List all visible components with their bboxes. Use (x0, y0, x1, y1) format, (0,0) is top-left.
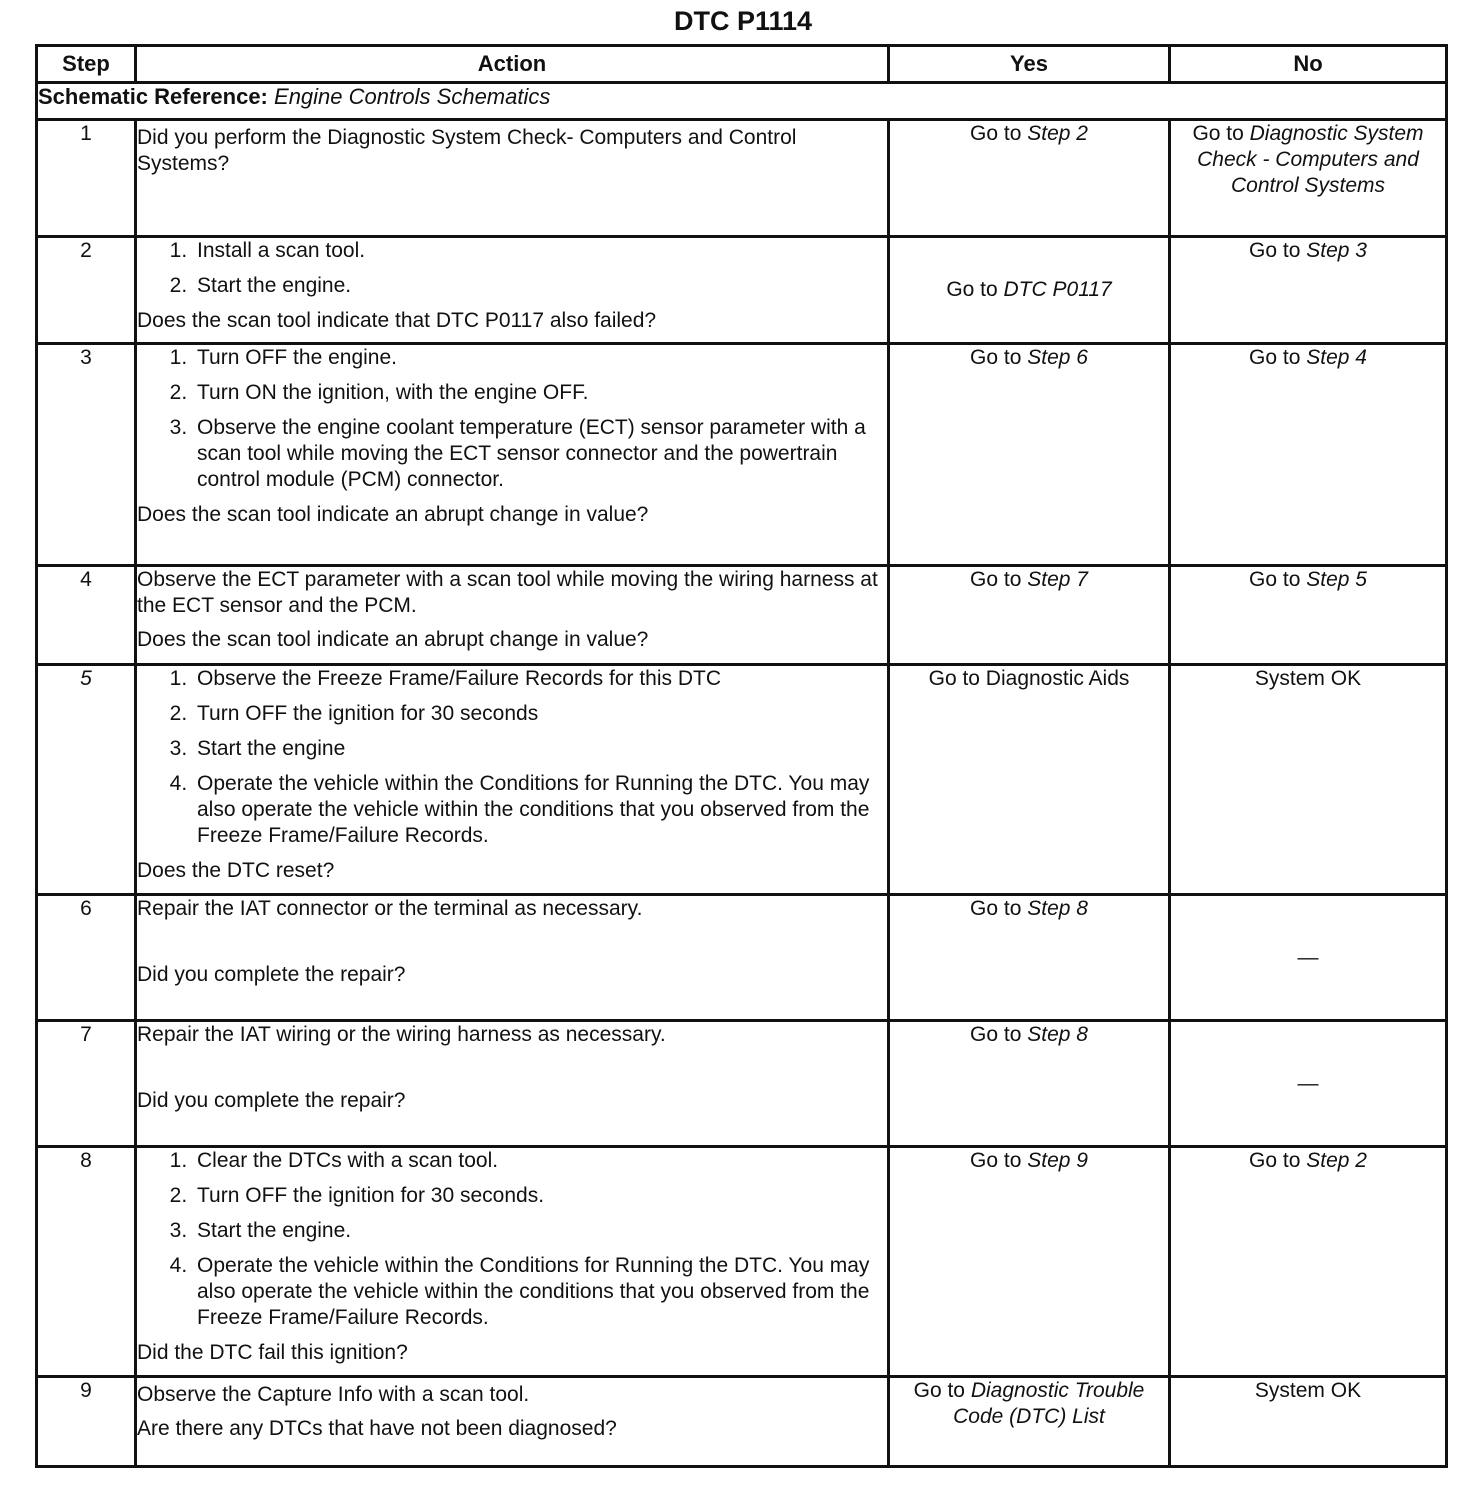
action-text: Observe the Capture Info with a scan tool. (137, 1383, 530, 1406)
no-prefix: Go to (1249, 1149, 1307, 1172)
schematic-link[interactable]: Engine Controls Schematics (274, 84, 551, 109)
list-item: 2. Turn OFF the ignition for 30 seconds (193, 701, 887, 727)
table-row (37, 1147, 1447, 1377)
header-yes: Yes (889, 46, 1170, 83)
step-number: 4 (37, 566, 136, 665)
step-number: 7 (37, 1021, 136, 1147)
schematic-label: Schematic Reference: (38, 84, 268, 109)
action-text: Observe the ECT parameter with a scan tool while moving the wiring harness at the ECT sensor and the PCM. (137, 568, 878, 617)
no-prefix: Go to (1249, 346, 1307, 369)
action-question: Does the DTC reset? (137, 859, 335, 882)
yes-cell (889, 1377, 1170, 1467)
step-number: 3 (37, 344, 136, 566)
list-item: 4. Operate the vehicle within the Conditions for Running the DTC. You may also operate the vehicle within the conditions that you observed from the Freeze Frame/Failure Records. (193, 1253, 887, 1331)
header-step: Step (37, 46, 136, 83)
action-cell (136, 344, 889, 566)
no-cell (1170, 1021, 1447, 1147)
yes-prefix: Go to (946, 278, 1004, 301)
action-cell (136, 1147, 889, 1377)
list-item: 1. Observe the Freeze Frame/Failure Records for this DTC (193, 666, 887, 692)
list-item: 2. Turn ON the ignition, with the engine OFF. (193, 380, 887, 406)
table-row (37, 120, 1447, 237)
yes-prefix: Go to (970, 122, 1028, 145)
yes-link[interactable]: Step 6 (1027, 346, 1088, 369)
header-row (37, 46, 1447, 83)
schematic-reference (37, 83, 1447, 120)
table-row (37, 895, 1447, 1021)
yes-link[interactable]: DTC P0117 (1003, 278, 1112, 301)
header-no: No (1170, 46, 1447, 83)
no-link[interactable]: Step 2 (1306, 1149, 1367, 1172)
no-prefix: Go to (1249, 239, 1307, 262)
spacer (137, 922, 887, 962)
action-cell (136, 665, 889, 895)
page-title: DTC P1114 (673, 6, 813, 36)
no-cell (1170, 566, 1447, 665)
action-list (137, 238, 887, 299)
no-prefix: Go to (1249, 568, 1307, 591)
yes-link[interactable]: Step 8 (1027, 897, 1088, 920)
step-number: 2 (37, 237, 136, 344)
no-cell (1170, 895, 1447, 1021)
no-link[interactable]: Step 4 (1306, 346, 1367, 369)
list-item: 1. Clear the DTCs with a scan tool. (193, 1148, 887, 1174)
header-action: Action (136, 46, 889, 83)
diagnostic-table (35, 44, 1448, 1468)
yes-link[interactable]: Step 7 (1027, 568, 1088, 591)
no-link[interactable]: Step 5 (1306, 568, 1367, 591)
yes-prefix: Go to (913, 1379, 971, 1402)
list-item: 3. Start the engine. (193, 1218, 887, 1244)
no-prefix: Go to (1192, 122, 1250, 145)
action-question: Are there any DTCs that have not been diagnosed? (137, 1417, 617, 1440)
list-item: 2. Turn OFF the ignition for 30 seconds. (193, 1183, 887, 1209)
step-number: 8 (37, 1147, 136, 1377)
action-text: Did you perform the Diagnostic System Check- Computers and Control Systems? (137, 126, 797, 175)
table-row (37, 665, 1447, 895)
no-cell (1170, 1377, 1447, 1467)
action-question: Does the scan tool indicate an abrupt change in value? (137, 628, 649, 651)
table-row (37, 237, 1447, 344)
no-dash: — (1297, 1071, 1319, 1095)
list-item: 3. Observe the engine coolant temperature (ECT) sensor parameter with a scan tool while moving the ECT sensor connector and the powertrain control module (PCM) connector. (193, 415, 887, 493)
list-item: 1. Install a scan tool. (193, 238, 887, 264)
no-cell (1170, 120, 1447, 237)
yes-cell (889, 665, 1170, 895)
yes-prefix: Go to (970, 346, 1028, 369)
action-question: Did the DTC fail this ignition? (137, 1341, 408, 1364)
yes-prefix: Go to (970, 897, 1028, 920)
yes-link[interactable]: Go to Diagnostic Aids (928, 667, 1130, 690)
spacer (137, 1048, 887, 1088)
action-cell (136, 566, 889, 665)
step-number: 1 (37, 120, 136, 237)
list-item: 2. Start the engine. (193, 273, 887, 299)
action-cell (136, 120, 889, 237)
yes-prefix: Go to (970, 1023, 1028, 1046)
no-link[interactable]: Diagnostic System Check - Computers and Control Systems (1197, 122, 1424, 197)
action-list (137, 666, 887, 849)
action-text: Repair the IAT connector or the terminal as necessary. (137, 897, 643, 920)
action-question: Did you complete the repair? (137, 1089, 406, 1112)
no-cell (1170, 237, 1447, 344)
action-list (137, 1148, 887, 1331)
step-number: 6 (37, 895, 136, 1021)
list-item: 4. Operate the vehicle within the Conditions for Running the DTC. You may also operate the vehicle within the conditions that you observed from the Freeze Frame/Failure Records. (193, 771, 887, 849)
action-cell (136, 1021, 889, 1147)
action-list (137, 345, 887, 493)
table-row (37, 1377, 1447, 1467)
yes-cell (889, 1021, 1170, 1147)
yes-prefix: Go to (970, 1149, 1028, 1172)
table-row (37, 566, 1447, 665)
action-question: Does the scan tool indicate that DTC P0117 also failed? (137, 309, 657, 332)
no-cell (1170, 344, 1447, 566)
no-link[interactable]: Step 3 (1306, 239, 1367, 262)
yes-cell (889, 1147, 1170, 1377)
action-cell (136, 895, 889, 1021)
schematic-row (37, 83, 1447, 120)
action-question: Does the scan tool indicate an abrupt change in value? (137, 503, 649, 526)
no-text: System OK (1254, 667, 1362, 690)
yes-link[interactable]: Step 2 (1027, 122, 1088, 145)
action-cell (136, 237, 889, 344)
no-cell (1170, 665, 1447, 895)
step-number: 5 (37, 665, 136, 895)
action-text: Repair the IAT wiring or the wiring harness as necessary. (137, 1023, 666, 1046)
action-question: Did you complete the repair? (137, 963, 406, 986)
yes-link[interactable]: Step 9 (1027, 1149, 1088, 1172)
yes-cell (889, 237, 1170, 344)
yes-cell (889, 120, 1170, 237)
table-row (37, 344, 1447, 566)
table-row (37, 1021, 1447, 1147)
yes-cell (889, 566, 1170, 665)
no-dash: — (1297, 945, 1319, 969)
list-item: 1. Turn OFF the engine. (193, 345, 887, 371)
no-text: System OK (1254, 1379, 1362, 1402)
action-cell (136, 1377, 889, 1467)
yes-cell (889, 344, 1170, 566)
yes-cell (889, 895, 1170, 1021)
no-cell (1170, 1147, 1447, 1377)
yes-link[interactable]: Step 8 (1027, 1023, 1088, 1046)
yes-prefix: Go to (970, 568, 1028, 591)
yes-link[interactable]: Diagnostic Trouble Code (DTC) List (953, 1379, 1145, 1428)
step-number: 9 (37, 1377, 136, 1467)
list-item: 3. Start the engine (193, 736, 887, 762)
